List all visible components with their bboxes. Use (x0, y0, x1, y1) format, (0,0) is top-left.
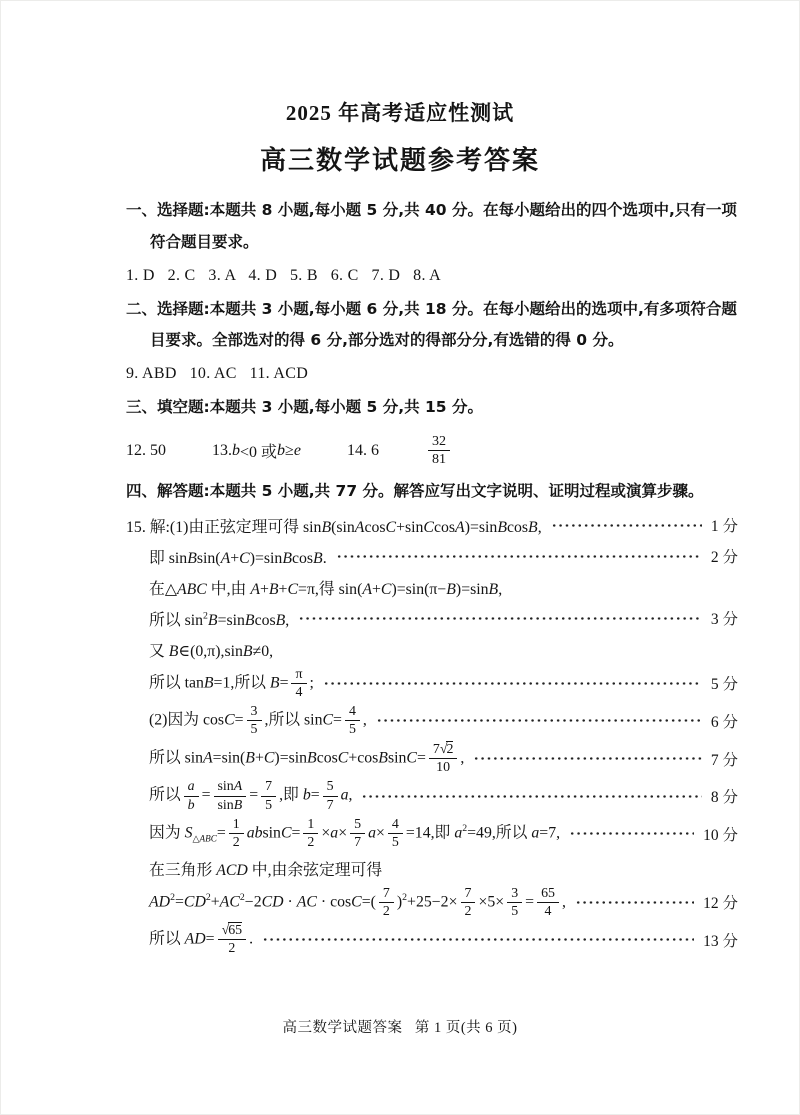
radical-sign: √ (439, 741, 448, 757)
fraction (428, 434, 450, 468)
fraction (345, 704, 360, 738)
solution-expression: 在△ABC 中,由 A+B+C=π,得 sin(A+C)=sin(π−B)=sinB, (149, 580, 503, 598)
fraction (218, 923, 247, 957)
solution-line (149, 779, 738, 813)
solution-expression: 所以 tanB=1,所以 B= $\frac{\pi}{4}$ ; (149, 666, 314, 700)
fraction (229, 817, 244, 851)
page-footer: 高三数学试题答案 第 1 页(共 6 页) (282, 1020, 518, 1036)
fraction (388, 817, 403, 851)
fraction-numerator: 65 (537, 886, 559, 903)
fraction-numerator (218, 923, 247, 940)
fraction-denominator: 5 (348, 722, 356, 738)
superscript: 2 (239, 891, 245, 903)
fraction-denominator: sinB (217, 797, 243, 813)
fraction-denominator: 4 (544, 903, 552, 919)
section-2-heading: 二、选择题:本题共 3 小题,每小题 6 分,共 18 分。在每小题给出的选项中,有多项符合题目要求。全部选对的得 6 分,部分选对的得部分分,有选错的得 0 分。 (126, 299, 737, 350)
score-label: 1 分 (710, 518, 738, 536)
score-label: 2 分 (710, 549, 738, 567)
solution-expression: 因为 $S_{\triangle ABC}=$ $\frac{1}{2}$ absinC= $\frac{1}{2}$ ×a× $\frac{5}{7}$ a× $\frac{4}{5}$ =14,即 $a^2=49$,所以 a=7, (149, 816, 561, 851)
section-1-heading: 一、选择题:本题共 8 小题,每小题 5 分,共 40 分。在每小题给出的四个选项中,只有一项符合题目要求。 (126, 201, 737, 251)
fraction-denominator: 7 (354, 835, 362, 851)
dotted-leader (298, 617, 702, 620)
solution-line (149, 817, 738, 851)
solution-line (149, 667, 738, 701)
fraction-numerator: 7 (379, 886, 394, 903)
solution-expression: $AD^2=CD^2+AC^2-2CD$ · AC · cosC=( $\frac{7}{2}$ )$^2$+25−2× $\frac{7}{2}$ ×5× $\frac{3}{5}$ = $\frac{65}{4}$ , (149, 885, 566, 919)
fraction-numerator: 7 (461, 886, 476, 903)
solution-expression: 所以 $\sin^2B=sinBcosB$, (149, 610, 290, 629)
fraction (461, 886, 476, 920)
fraction-numerator: 32 (428, 434, 450, 451)
dotted-leader (569, 832, 694, 835)
fraction (184, 779, 199, 813)
content-area (126, 195, 738, 957)
fraction (507, 886, 522, 920)
score-label: 8 分 (710, 789, 738, 807)
fraction (379, 886, 394, 920)
fraction-numerator: 4 (388, 817, 403, 834)
dotted-leader (323, 682, 702, 685)
solution-expression: 又 B∈(0,π),sinB≠0, (149, 642, 274, 660)
solution-line (149, 886, 738, 920)
dotted-leader (361, 795, 701, 798)
fraction-numerator: 1 (229, 817, 244, 834)
fraction-numerator: 1 (303, 817, 318, 834)
superscript: 2 (203, 610, 208, 622)
score-label: 12 分 (703, 895, 738, 913)
fraction-denominator: 2 (307, 835, 315, 851)
score-label: 6 分 (710, 713, 738, 731)
section-4-heading: 四、解答题:本题共 5 小题,共 77 分。解答应写出文字说明、证明过程或演算步骤。 (126, 481, 704, 500)
superscript: 2 (170, 891, 175, 903)
fraction (303, 817, 318, 851)
fraction-denominator: 5 (511, 903, 519, 919)
fraction-denominator: 4 (295, 684, 303, 700)
fraction-numerator: 5 (350, 817, 365, 834)
dotted-leader (376, 719, 702, 722)
fraction-denominator: 5 (265, 797, 273, 813)
solution-line (149, 605, 738, 632)
fraction (291, 667, 306, 701)
solution-line (149, 742, 738, 776)
solution-expression: (2)因为 cosC= $\frac{3}{5}$ ,所以 sinC= $\frac{4}{5}$ , (149, 704, 367, 738)
score-label: 7 分 (710, 751, 738, 769)
fraction (323, 779, 338, 813)
dotted-leader (336, 555, 702, 558)
solution-line (149, 923, 738, 957)
fraction (261, 779, 276, 813)
fraction (214, 779, 247, 813)
fraction-denominator: 5 (250, 722, 258, 738)
score-label: 5 分 (710, 676, 738, 694)
solution-line (126, 512, 738, 539)
fraction-denominator: 10 (436, 760, 451, 776)
solution-line (149, 574, 738, 601)
fraction-numerator: 4 (345, 704, 360, 721)
dotted-leader (262, 938, 694, 941)
subscript: △ABC (192, 833, 217, 844)
score-label: 13 分 (703, 932, 738, 950)
solution-line (149, 636, 738, 663)
solution-expression: 所以 $\frac{a}{b}$ = $\frac{\sin A}{\sin B}$ = $\frac{7}{5}$ ,即 b= $\frac{5}{7}$ a, (149, 779, 353, 813)
fraction-denominator: 2 (228, 941, 236, 957)
fraction-denominator: 2 (464, 903, 472, 919)
fraction-numerator: 7 (261, 779, 276, 796)
question-15-solution (126, 512, 738, 957)
fraction-numerator: 5 (323, 779, 338, 796)
solution-expression: 所以 AD= $\frac{√65}{2}$ . (149, 923, 254, 957)
dotted-leader (473, 757, 702, 760)
dotted-leader (551, 524, 702, 527)
score-label: 10 分 (703, 826, 738, 844)
solution-expression: 15. 解:(1)由正弦定理可得 sinB(sinAcosC+sinCcosA)=sinBcosB, (126, 518, 542, 536)
solution-line (149, 704, 738, 738)
fraction-denominator: 5 (391, 835, 399, 851)
page-title: 2025 年高考适应性测试 (285, 101, 515, 125)
fraction (350, 817, 365, 851)
fraction-denominator: 2 (382, 903, 390, 919)
fraction-numerator: π (291, 667, 306, 684)
radical-sign: √ (221, 923, 230, 939)
page-subtitle: 高三数学试题参考答案 (259, 146, 540, 176)
fraction-denominator: b (187, 797, 195, 813)
score-label: 3 分 (710, 611, 738, 629)
solution-expression: 在三角形 ACD 中,由余弦定理可得 (149, 861, 383, 879)
dotted-leader (575, 901, 694, 904)
solution-expression: 即 sinBsin(A+C)=sinBcosB. (149, 549, 327, 567)
superscript: 2 (462, 823, 468, 835)
fraction (247, 704, 262, 738)
section-1-answers: 1. D 2. C 3. A 4. D 5. B 6. C 7. D 8. A (126, 266, 442, 284)
fraction-numerator: 7√2 (429, 742, 458, 759)
solution-line (149, 855, 738, 882)
fraction (537, 886, 559, 920)
fraction-denominator: 7 (326, 797, 334, 813)
fraction (429, 742, 458, 776)
superscript: 2 (205, 891, 211, 903)
radicand: 2 (446, 741, 454, 757)
fraction-denominator: 2 (232, 835, 240, 851)
radicand: 65 (228, 923, 243, 939)
section-3-answers: 12. 50 13. b <0 或 b ≥ e 14. 6 $\frac{32}{81}$ (126, 434, 738, 468)
superscript: 2 (402, 891, 408, 903)
section-2-answers: 9. ABD 10. AC 11. ACD (126, 365, 309, 383)
solution-line (149, 543, 738, 570)
fraction-numerator: a (184, 779, 199, 796)
solution-expression: 所以 sinA=sin(B+C)=sinBcosC+cosBsinC= $\frac{7√2}{10}$ , (149, 741, 465, 776)
fraction-numerator: sinA (214, 779, 247, 796)
fraction-numerator: 3 (247, 704, 262, 721)
fraction-denominator: 81 (431, 451, 447, 468)
fraction-numerator: 3 (507, 886, 522, 903)
section-3-heading: 三、填空题:本题共 3 小题,每小题 5 分,共 15 分。 (126, 398, 483, 417)
